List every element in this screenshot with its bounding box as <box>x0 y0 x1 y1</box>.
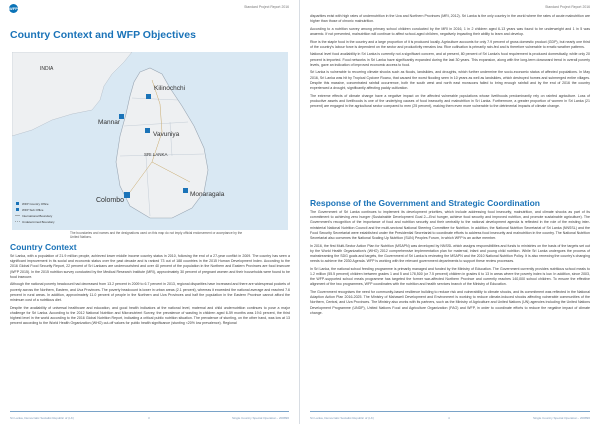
map-label-kilinochchi: Kilinochchi <box>154 85 186 92</box>
paragraph: The Government recognises the need for community-based resilience building to reduce risk and vulnerability to climate shocks, and its commitment was reflected in the National Adaption Action Plan 2016-2025. The Ministry of Mahaweli Development and Environment is working to reduce climate-induced shocks affecting vulnerable communities of the Northern, Central, and Uva Provinces. The Ministry also works with its partners, such as the Ministry of Agriculture and United Nations (UN) agencies including the United Nations Development Programme (UNDP), United Nations Food and Agriculture Organization (FAO) and WFP, in order to coordinate efforts to reduce the negative impact of climate change. <box>310 290 590 315</box>
map-label-monaragala: Monaragala <box>190 191 225 198</box>
page-number-right: 4 <box>448 416 450 420</box>
paragraph: Despite the availability of universal healthcare and education, and good health indicators at the national level, maternal and child undernutrition continues to pose a major challenge for Sri Lanka. According to the 2012 National Nutrition and Micronutrient Survey, the prevalence of wasting in children aged 6-59 months was 19.6 percent, the third highest level in the world according to the 2016 Global Nutrition Report, indicating a critical public nutrition situation. The prevalence of stunting, on the other hand, was low at 13 percent according to the World Health Organization (WHO) cut-off values for public health significance (stunting <20% low prevalence). Regional <box>10 305 290 326</box>
right-page-context-body <box>310 14 590 112</box>
map-label-vavuniya: Vavuniya <box>153 131 180 138</box>
colombo-marker <box>124 192 130 198</box>
kilinochchi-marker <box>146 94 151 99</box>
legend-sub-office-icon <box>16 208 19 211</box>
footer-right-text: Single Country Special Operation - 200896 <box>231 416 289 420</box>
map-disclaimer: The boundaries and names and the designations used on this map do not imply official endorsement or acceptance by the United Nations. <box>70 231 243 239</box>
government-response-body <box>310 210 590 318</box>
map-label-mannar: Mannar <box>98 119 121 126</box>
paragraph: In 2016, the first Multi-Sector Action Plan for Nutrition (MSAPN) was developed by NNSSL which assigns responsibilities and funds to ministries on the basis of the targets set out by the World Health Organization's (WHO) 2012 comprehensive implementation plan for maternal, infant and young child nutrition. While Sri Lanka undergoes the process of mainstreaming the SDG goals and targets, the Government of Sri Lanka is reviewing the MSAPN and the 2010 National Nutrition Policy. It is also renewing the country's changing needs to achieve the 2030 Agenda. WFP is working with the relevant government departments to support these review processes. <box>310 243 590 264</box>
paragraph: In Sri Lanka, the national school feeding programme is primarily managed and funded by the Ministry of Education. The Government currently provides nutritious school meals to 1.2 million (55.5 percent) children between grades 1 and 5 and 178,500 (or 7.5 percent) children in grades 6 to 13 in areas where the poverty index is low. In addition, since 2003, the WFP-supported school meals programme has targeted the former war-affected Northern Province and currently reaches 140,000 school children. To ensure the effective alignment of the two programmes, WFP coordinates with the nutrition and health services branch of the Ministry of Education. <box>310 266 590 287</box>
running-title-right: Standard Project Report 2016 <box>545 5 590 9</box>
legend-item-0: WFP Country Office <box>22 202 49 206</box>
legend-item-1: WFP Sub Office <box>22 208 44 212</box>
running-title-left: Standard Project Report 2016 <box>244 5 289 9</box>
legend-country-office-icon <box>16 202 19 205</box>
section-title-government-response: Response of the Government and Strategic Coordination <box>310 198 540 208</box>
paragraph: The Government of Sri Lanka continues to implement its development priorities, which include addressing food insecurity, malnutrition, and climate shocks as part of its commitment to achieving zero hunger (Sustainable Development Goal 2—End hunger, achieve food security and improved nutrition, and promote sustainable agriculture). The Government's recognition of the importance of food and nutrition security and their centrality to the national development agenda is reflected in the role of the existing inter-ministerial National Nutrition Council and the multi-sectoral National Steering Committee for Nutrition. In addition, the National Nutrition Secretariat of Sri Lanka (NNSSL) and the Food Security Secretariat were established under the Presidential Secretariat to coordinate efforts to address food insecurity and malnutrition in the country. The National Nutrition Secretariat also convenes the National Scaling Up Nutrition (SUN) Peoples Forum, in which WFP is an active member. <box>310 210 590 241</box>
wfp-logo: WFP <box>9 6 18 11</box>
footer-divider <box>10 411 289 412</box>
paragraph: disparities exist with high rates of undernutrition in the Uva and Northern Provinces (MRI, 2012). Sri Lanka is the only country in the world where the rates of acute malnutrition are higher than those of chronic malnutrition. <box>310 14 590 24</box>
page-title: Country Context and WFP Objectives <box>10 29 196 41</box>
monaragala-marker <box>183 188 188 193</box>
paragraph: Sri Lanka, with a population of 21.9 million people, achieved lower middle income country status in 2010, following the end of a 27-year conflict in 2009. The country has seen a significant improvement in its social and economic status over the past decade and is ranked 73 out of 188 countries in the 2015 Human Development Index. According to the 2016 Global Food Security Report, 22 percent of Sri Lankans are undernourished and over 40 percent of the population in the Northern and Eastern Provinces are food insecure (WFP 2015). In the 2015 nutrition survey conducted by the Medical Research Institute (MRI), approximately 30 percent of pregnant women and their households were found to be food insecure. <box>10 254 290 279</box>
country-map <box>12 52 288 230</box>
paragraph: Although the national poverty headcount had decreased from 13.2 percent in 2009 to 6.7 percent in 2013, regional disparities have increased and there are widespread pockets of poverty across the Northern, Eastern, and Uva Provinces. The poverty headcount is lower in urban areas (2.1 percent), whereas it exceeded the national average and reached 7.6 percent in rural areas. In addition, approximately 11.0 percent of people in the Northern and Uva Provinces and half the population in the Eastern Province cannot afford the minimum cost of a nutritious diet. <box>10 282 290 303</box>
footer-left-text: Sri Lanka, Democratic Socialist Republic of (LK) <box>10 416 74 420</box>
paragraph: Rice is the staple food in the country and a large proportion of it is produced locally. Agriculture accounts for only 7.9 percent of gross domestic product (GDP), but nearly one third of the country's labour force is dependent on the sector and productivity remains low. Rice cultivation is primarily rain-fed and is therefore vulnerable to erratic weather patterns. <box>310 39 590 49</box>
map-label-sri-lanka: SRI LANKA <box>144 152 168 157</box>
paragraph: National level food availability in Sri Lanka is currently not a significant concern, and at present, 80 percent of Sri Lanka's food requirement is produced domestically, while only 20 percent is imported. Food networks in Sri Lanka have significantly expanded during the last 30 years. This expansion, along with the long-term downward trend in overall poverty levels, gave an indication of improved economic access to food. <box>310 52 590 67</box>
paragraph: The extreme effects of climate change have a negative impact on the affected vulnerable populations whose livelihoods predominantly rely on rainfed agriculture. Loss of productive assets and livelihoods is one of the underlying causes of food insecurity and malnutrition in Sri Lanka. Furthermore, a greater proportion of women in Sri Lanka (21 percent) are engaged in the agricultural sector compared to men (25 percent), making them even more vulnerable to the detrimental impacts of climate change. <box>310 93 590 108</box>
section-title-country-context: Country Context <box>10 242 77 252</box>
legend-item-3: Undetermined Boundary <box>22 220 55 224</box>
footer-left-text: Sri Lanka, Democratic Socialist Republic of (LK) <box>310 416 374 420</box>
vavuniya-marker <box>145 128 150 133</box>
paragraph: Sri Lanka is vulnerable to recurring climate shocks such as floods, landslides, and droughts, which further undermine the socio-economic status of affected populations. In May 2016, Sri Lanka was hit by Tropical Cyclone Roanu, that caused the worst flooding seen in 10 years as well as landslides, which destroyed homes and submerged entire villages. Despite this massive, concentrated rainfall occurrence, both the south west and north east monsoons failed to bring enough rainfall and by the end of 2016 the country experienced a drought, significantly affecting paddy cultivation. <box>310 70 590 90</box>
right-page <box>300 0 600 424</box>
legend-item-2: International Boundary <box>22 214 53 218</box>
country-context-body <box>10 254 290 329</box>
map-label-india: INDIA <box>40 66 54 72</box>
page-number-left: 3 <box>148 416 150 420</box>
map-label-colombo: Colombo <box>96 197 125 204</box>
footer-divider <box>310 411 590 412</box>
paragraph: According to a nutrition survey among primary school children conducted by the MRI in 2016, 1 in 2 children aged 6-13 years was found to be underweight and 1 in 5 was anaemic. If not prevented, malnutrition will continue to affect school-aged children, negatively impacting their ability to learn and develop. <box>310 26 590 36</box>
footer-right-text: Single Country Special Operation - 200896 <box>532 416 590 420</box>
